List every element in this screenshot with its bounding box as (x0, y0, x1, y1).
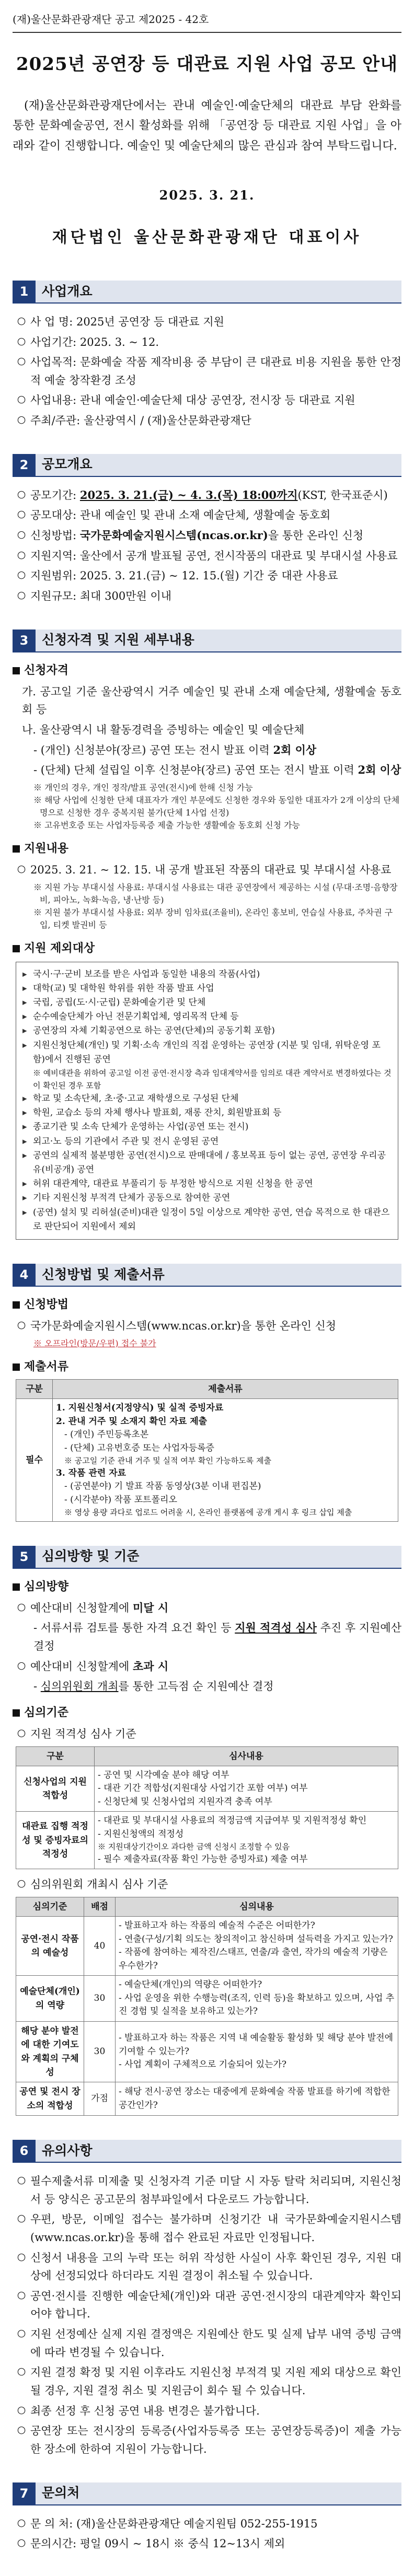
section-number: 2 (13, 454, 36, 477)
list-item: ▸ 지원신청단체(개인) 및 기획·소속 개인의 직접 운영하는 공연장 (지분 및 임대, 위탁운영 포함)에서 진행된 공연 (22, 1039, 392, 1067)
list-item: ▸ 종교기관 및 소속 단체가 운영하는 사업(공연 또는 전시) (22, 1120, 392, 1134)
document-number: (재)울산문화관광재단 공고 제2025 - 42호 (13, 11, 401, 33)
section-review (13, 1546, 401, 2116)
call-period: 2025. 3. 21.(금) ~ 4. 3.(목) 18:00까지 (79, 488, 298, 502)
circle-bullet-icon: ○ (17, 1878, 26, 1890)
list-item: ▸ 공연장의 자체 기획공연으로 하는 공연(단체)의 공동기획 포함) (22, 1024, 392, 1038)
list-item: - (단체) 단체 설립일 이후 신청분야(장르) 공연 또는 전시 발표 이력 2회 이상 (33, 763, 401, 777)
arrow-bullet-icon: ▸ (22, 1025, 27, 1036)
list-item: ○ 2025. 3. 21. ~ 12. 15. 내 공개 발표된 작품의 대관료 및 부대시설 사용료 (13, 861, 401, 879)
list-item: - 서류서류 검토를 통한 자격 요건 확인 등 지원 적격성 심사 추진 후 지원예산 결정 (33, 1621, 401, 1652)
arrow-bullet-icon: ▸ (22, 1150, 27, 1161)
list-item: ▸ 국립, 공립(도·시·군립) 문화예술기관 및 단체 (22, 996, 392, 1010)
list-item: ○ 사 업 명: 2025년 공연장 등 대관료 지원 (13, 313, 401, 331)
list-item: ○ 심의위원회 개최시 심사 기준 (13, 1875, 401, 1894)
circle-bullet-icon: ○ (17, 393, 26, 405)
review-criteria-table (16, 1897, 398, 2116)
section-title: 유의사항 (36, 2140, 401, 2163)
list-item: - (개인) 신청분야(장르) 공연 또는 전시 발표 이력 2회 이상 (33, 743, 317, 756)
table-cell: 신청사업의 지원 적합성 (16, 1766, 95, 1812)
ncas-system-link[interactable]: 국가문화예술지원시스템(ncas.or.kr) (79, 529, 268, 542)
section-title: 심의방향 및 기준 (36, 1546, 401, 1569)
table-row (16, 1766, 398, 1812)
table-row (16, 2082, 398, 2116)
table-header: 배점 (84, 1897, 116, 1917)
table-cell: - 예술단체(개인)의 역량은 어떠한가? - 사업 운영을 위한 수행능력(조직, 인력 등)을 확보하고 있으며, 사업 추진 경험 및 실적을 보유하고 있는가? (116, 1976, 398, 2022)
table-row (16, 2021, 398, 2082)
table-header: 심사내용 (95, 1746, 398, 1766)
note-text: ※ 고유번호증 또는 사업자등록증 제출 가능한 생활예술 동호회 신청 가능 (33, 820, 300, 830)
list-item: ○ 지원 선정예산 실제 지원 결정액은 지원예산 한도 및 실제 납부 내역 증빙 금액에 따라 변경될 수 있습니다. (13, 2325, 401, 2361)
circle-bullet-icon: ○ (17, 2404, 26, 2416)
square-bullet-icon (13, 845, 20, 853)
section-contact (13, 2482, 401, 2553)
table-cell: 30 (84, 1976, 116, 2022)
list-item: ▸ 허위 대관계약, 대관료 부풀리기 등 부정한 방식으로 지원 신청을 한 공연 (22, 1177, 392, 1191)
arrow-bullet-icon: ▸ (22, 1207, 27, 1218)
table-cell: 예술단체(개인)의 역량 (16, 1976, 84, 2022)
list-item: ○ 공연·전시를 진행한 예술단체(개인)와 대관 공연·전시장의 대관계약자 확인되어야 합니다. (13, 2287, 401, 2323)
subsection-heading: 제출서류 (13, 1358, 401, 1376)
list-item: ▸ 공연의 실제적 불분명한 공연(전시)으로 판매대에 / 홍보목표 등이 없는 공연, 공연장 우리공유(비공개) 공연 (22, 1149, 392, 1177)
review-table-wrapper (13, 1897, 401, 2116)
square-bullet-icon (13, 945, 20, 952)
list-item: ○ 국가문화예술지원시스템(www.ncas.or.kr)을 통한 온라인 신청 (13, 1317, 401, 1335)
table-cell: - 발표하고자 하는 작품은 지역 내 예술활동 활성화 및 해당 분야 발전에 기여할 수 있는가? - 사업 계획이 구체적으로 기술되어 있는가? (116, 2021, 398, 2082)
list-item: ○ 공모대상: 관내 예술인 및 관내 소재 예술단체, 생활예술 동호회 (13, 506, 401, 524)
subsection-heading: 지원내용 (13, 840, 401, 858)
table-cell: - 해당 전시·공연 장소는 대중에게 문화예술 작품 발표를 하기에 적합한 공간인가? (116, 2082, 398, 2116)
arrow-bullet-icon: ▸ (22, 1011, 27, 1022)
table-cell: 가점 (84, 2082, 116, 2116)
section-title: 신청자격 및 지원 세부내용 (36, 630, 401, 652)
subsection-heading: 심의기준 (13, 1704, 401, 1722)
table-row (16, 1976, 398, 2022)
circle-bullet-icon: ○ (17, 488, 26, 500)
note-text: ※ 지원 불가 부대시설 사용료: 외부 장비 임차료(조율비), 온라인 홍보비, 연습실 사용료, 주차권 구입, 티켓 발권비 등 (33, 907, 393, 930)
square-bullet-icon (13, 1301, 20, 1309)
circle-bullet-icon: ○ (17, 1659, 26, 1671)
circle-bullet-icon: ○ (17, 549, 26, 561)
section-application (13, 1264, 401, 1522)
list-item: ○ 공모기간: 2025. 3. 21.(금) ~ 4. 3.(목) 18:00까지(KST, 한국표준시) (13, 486, 401, 505)
section-call-overview (13, 454, 401, 605)
list-item: ○ 사업목적: 문화예술 작품 제작비용 중 부담이 큰 대관료 비용 지원을 통한 안정적 예술 창작환경 조성 (13, 353, 401, 389)
subsection-heading: 신청자격 (13, 662, 401, 680)
arrow-bullet-icon: ▸ (22, 1040, 27, 1051)
list-item: ○ 지원범위: 2025. 3. 21.(금) ~ 12. 15.(월) 기간 중 대관 사용료 (13, 567, 401, 585)
note-text: ※ 지원 가능 부대시설 사용료: 부대시설 사용료는 대관 공연장에서 제공하는 시설 (무대·조명·음향장비, 피아노, 녹화·녹음, 냉·난방 등) (33, 882, 398, 905)
note-text: ※ 예비대관을 위하여 공고일 이전 공연·전시장 측과 임대계약서를 임의로 대관 계약서로 변경하였다는 것이 확인된 경우 포함 (33, 1068, 392, 1090)
circle-bullet-icon: ○ (17, 335, 26, 347)
circle-bullet-icon: ○ (17, 529, 26, 540)
note-text: ※ 해당 사업에 신청한 단체 대표자가 개인 부문에도 신청한 경우와 동일한 대표자가 2개 이상의 단체명으로 신청한 경우 중복지원 불가(단체 1사업 선정) (33, 795, 400, 818)
arrow-bullet-icon: ▸ (22, 1108, 27, 1118)
section-number: 6 (13, 2140, 36, 2163)
documents-table-wrapper (13, 1379, 401, 1522)
section-eligibility (13, 630, 401, 1240)
table-header-row (16, 1746, 398, 1766)
arrow-bullet-icon: ▸ (22, 1193, 27, 1204)
section-number: 5 (13, 1546, 36, 1569)
list-item: ○ 우편, 방문, 이메일 접수는 불가하며 신청기간 내 국가문화예술지원시스템(www.ncas.or.kr)을 통해 접수 완료된 자료만 인정됩니다. (13, 2210, 401, 2246)
list-item: ○ 예산대비 신청할계에 초과 시 (13, 1658, 401, 1676)
section-title: 신청방법 및 제출서류 (36, 1264, 401, 1287)
section-overview (13, 281, 401, 430)
table-row (16, 1399, 398, 1522)
section-header (13, 281, 401, 304)
arrow-bullet-icon: ▸ (22, 983, 27, 994)
table-row (16, 1812, 398, 1869)
eligibility-criteria-table (16, 1746, 398, 1870)
notice-title: 2025년 공연장 등 대관료 지원 사업 공모 안내 (16, 54, 398, 75)
circle-bullet-icon: ○ (17, 2516, 26, 2528)
list-item: ○ 필수제출서류 미제출 및 신청자격 기준 미달 시 자동 탈락 처리되며, 지원신청서 등 양식은 공고문의 첨부파일에서 다운로드 가능합니다. (13, 2172, 401, 2208)
subsection-heading: 신청방법 (13, 1296, 401, 1314)
table-cell: 필수 (16, 1399, 53, 1522)
section-title: 문의처 (36, 2482, 401, 2505)
arrow-bullet-icon: ▸ (22, 1122, 27, 1133)
table-cell: 1. 지원신청서(지정양식) 및 실적 증빙자료 2. 관내 거주 및 소재지 확인 자료 제출 - (개인) 주민등록초본 - (단체) 고유번호증 또는 사업자등록증 ※ 공고일 기준 관내 거주 및 실적 여부 확인 가능하도록 제출 3. 작품 관련 자료 - (공연분야) 기 발표 작품 동영상(3분 이내 편집본) - (시각분야) 작품 포트폴리오 ※ 영상 용량 과다로 업로드 어려울 시, 온라인 플랫폼에 공개 게시 후 링크 삽입 제출 (53, 1399, 398, 1522)
notice-date: 2025. 3. 21. (159, 188, 255, 203)
circle-bullet-icon: ○ (17, 414, 26, 426)
section-header (13, 2140, 401, 2163)
circle-bullet-icon: ○ (17, 355, 26, 367)
section-number: 7 (13, 2482, 36, 2505)
section-header (13, 1546, 401, 1569)
list-item: ○ 예산대비 신청할계에 미달 시 (13, 1599, 401, 1617)
section-header (13, 2482, 401, 2505)
circle-bullet-icon: ○ (17, 2424, 26, 2436)
circle-bullet-icon: ○ (17, 2174, 26, 2186)
list-item: ○ 공연장 또는 전시장의 등록증(사업자등록증 또는 공연장등록증)이 제출 가능한 장소에 한하여 지원이 가능합니다. (13, 2422, 401, 2458)
circle-bullet-icon: ○ (17, 2365, 26, 2377)
table-cell: 30 (84, 2021, 116, 2082)
table-cell: - 발표하고자 하는 작품의 예술적 수준은 어떠한가? - 연출(구성/기획 의도는 창의적이고 참신하며 설득력을 가지고 있는가? - 작품에 참여하는 제작진/스태프, 연출/과 출연, 작가의 예술적 기량은 우수한가? (116, 1917, 398, 1976)
table-cell: 해당 분야 발전에 대한 기여도와 계획의 구체성 (16, 2021, 84, 2082)
list-item: ○ 지원규모: 최대 300만원 이내 (13, 587, 401, 605)
list-item: ○ 지원 적격성 심사 기준 (13, 1725, 401, 1743)
table-cell: 공연·전시 작품의 예술성 (16, 1917, 84, 1976)
table-cell: 40 (84, 1917, 116, 1976)
section-header (13, 630, 401, 652)
table-header: 심의기준 (16, 1897, 84, 1917)
circle-bullet-icon: ○ (17, 589, 26, 601)
table-cell: 공연 및 전시 장소의 적합성 (16, 2082, 84, 2116)
issuer-name: 재단법인 울산문화관광재단 대표이사 (52, 228, 362, 247)
table-cell: - 대관료 및 부대시설 사용료의 적정금액 지급여부 및 지원적정성 확인 - 지원신청액의 적정성 ※ 지원대상기간이오 과다한 금액 신청시 조정할 수 있음 - 필수 제출자료(작품 확인 가능한 증빙자료) 제출 여부 (95, 1812, 398, 1869)
list-item: ○ 신청서 내용을 고의 누락 또는 허위 작성한 사실이 사후 확인된 경우, 지원 대상에 선정되었다 하더라도 지원 결정이 취소될 수 있습니다. (13, 2249, 401, 2285)
list-item: ○ 사업기간: 2025. 3. ~ 12. (13, 333, 401, 352)
list-item: ○ 문 의 처: (재)울산문화관광재단 예술지원팀 052-255-1915 (13, 2515, 401, 2533)
eligibility-table-wrapper (13, 1746, 401, 1870)
list-item: ○ 지원지역: 울산에서 공개 발표될 공연, 전시작품의 대관료 및 부대시설 사용료 (13, 547, 401, 565)
circle-bullet-icon: ○ (17, 1319, 26, 1331)
square-bullet-icon (13, 667, 20, 674)
subsection-heading: 지원 제외대상 (13, 940, 401, 958)
table-header: 구분 (16, 1746, 95, 1766)
list-item: ▸ 외고·노 등의 기관에서 주관 및 전시 운영된 공연 (22, 1135, 392, 1149)
list-item: ▸ 학원, 교습소 등의 자체 행사나 발표회, 재롱 잔치, 회원발표회 등 (22, 1106, 392, 1120)
list-item: - 심의위원회 개최를 통한 고득점 순 지원예산 결정 (33, 1680, 274, 1693)
arrow-bullet-icon: ▸ (22, 1136, 27, 1147)
table-cell: 대관료 집행 적정성 및 증빙자료의 적정성 (16, 1812, 95, 1869)
exclusion-list-box (16, 962, 398, 1240)
arrow-bullet-icon: ▸ (22, 969, 27, 980)
subsection-heading: 심의방향 (13, 1578, 401, 1596)
circle-bullet-icon: ○ (17, 1727, 26, 1739)
square-bullet-icon (13, 1709, 20, 1717)
section-notices (13, 2140, 401, 2458)
table-header-row (16, 1897, 398, 1917)
table-header: 구분 (16, 1379, 53, 1398)
circle-bullet-icon: ○ (17, 2289, 26, 2301)
circle-bullet-icon: ○ (17, 2327, 26, 2339)
note-text: ※ 오프라인(방문/우편) 접수 불가 (33, 1338, 156, 1348)
circle-bullet-icon: ○ (17, 1601, 26, 1613)
square-bullet-icon (13, 1363, 20, 1371)
intro-paragraph: (재)울산문화관광재단에서는 관내 예술인·예술단체의 대관료 부담 완화를 통한 문화예술공연, 전시 활성화를 위해 「공연장 등 대관료 지원 사업」을 아래와 같이 진행합니다. 예술인 및 예술단체의 많은 관심과 참여 부탁드립니다. (13, 99, 401, 153)
section-title: 공모개요 (36, 454, 401, 477)
list-item: ▸ 순수예술단체가 아닌 전문기획업체, 영리목적 단체 등 (22, 1010, 392, 1024)
section-number: 4 (13, 1264, 36, 1287)
list-item: 가. 공고일 기준 울산광역시 거주 예술인 및 관내 소재 예술단체, 생활예술 동호회 등 (22, 685, 401, 716)
arrow-bullet-icon: ▸ (22, 997, 27, 1008)
arrow-bullet-icon: ▸ (22, 1179, 27, 1190)
table-header-row (16, 1379, 398, 1398)
list-item: ○ 최종 선정 후 신청 공연 내용 변경은 불가합니다. (13, 2402, 401, 2420)
list-item: ▸ 대학(교) 및 대학원 학위를 위한 작품 발표 사업 (22, 982, 392, 996)
circle-bullet-icon: ○ (17, 2212, 26, 2224)
list-item: ▸ (공연) 설치 및 리허설(준비)대관 일정이 5일 이상으로 계약한 공연, 연습 목적으로 한 대관으로 판단되어 지원에서 제외 (22, 1206, 392, 1234)
circle-bullet-icon: ○ (17, 508, 26, 520)
list-item: ○ 사업내용: 관내 예술인·예술단체 대상 공연장, 전시장 등 대관료 지원 (13, 391, 401, 410)
table-cell: - 공연 및 시각예술 분야 해당 여부 - 대관 기간 적합성(지원대상 사업기간 포함 여부) 여부 - 신청단체 및 신청사업의 지원자격 충족 여부 (95, 1766, 398, 1812)
circle-bullet-icon: ○ (17, 314, 26, 327)
section-number: 3 (13, 630, 36, 652)
list-item: ▸ 기타 지원신청 부적격 단체가 공동으로 참여한 공연 (22, 1191, 392, 1205)
circle-bullet-icon: ○ (17, 862, 26, 875)
square-bullet-icon (13, 1583, 20, 1591)
arrow-bullet-icon: ▸ (22, 1093, 27, 1104)
circle-bullet-icon: ○ (17, 2537, 26, 2549)
section-title: 사업개요 (36, 281, 401, 304)
section-number: 1 (13, 281, 36, 304)
table-header: 제출서류 (53, 1379, 398, 1398)
note-text: ※ 개인의 경우, 개인 정작/발표 공연(전시)에 한해 신청 가능 (33, 782, 253, 792)
circle-bullet-icon: ○ (17, 2251, 26, 2263)
list-item: ▸ 국시·구·군비 보조를 받은 사업과 동일한 내용의 작품(사업) (22, 968, 392, 982)
table-header: 심의내용 (116, 1897, 398, 1917)
table-row (16, 1917, 398, 1976)
list-item: ○ 주최/주관: 울산광역시 / (재)울산문화관광재단 (13, 412, 401, 430)
documents-table (16, 1379, 398, 1522)
section-header (13, 1264, 401, 1287)
list-item: 나. 울산광역시 내 활동경력을 증빙하는 예술인 및 예술단체 (22, 723, 305, 736)
circle-bullet-icon: ○ (17, 569, 26, 581)
list-item: ○ 지원 결정 확정 및 지원 이후라도 지원신청 부적격 및 지원 제외 대상으로 확인 될 경우, 지원 결정 취소 및 지원금이 회수 될 수 있습니다. (13, 2363, 401, 2399)
list-item: ▸ 학교 및 소속단체, 초·중·고교 재학생으로 구성된 단체 (22, 1092, 392, 1106)
list-item: ○ 신청방법: 국가문화예술지원시스템(ncas.or.kr)을 통한 온라인 신청 (13, 527, 401, 545)
section-header (13, 454, 401, 477)
list-item: ○ 문의시간: 평일 09시 ~ 18시 ※ 중식 12~13시 제외 (13, 2535, 401, 2553)
